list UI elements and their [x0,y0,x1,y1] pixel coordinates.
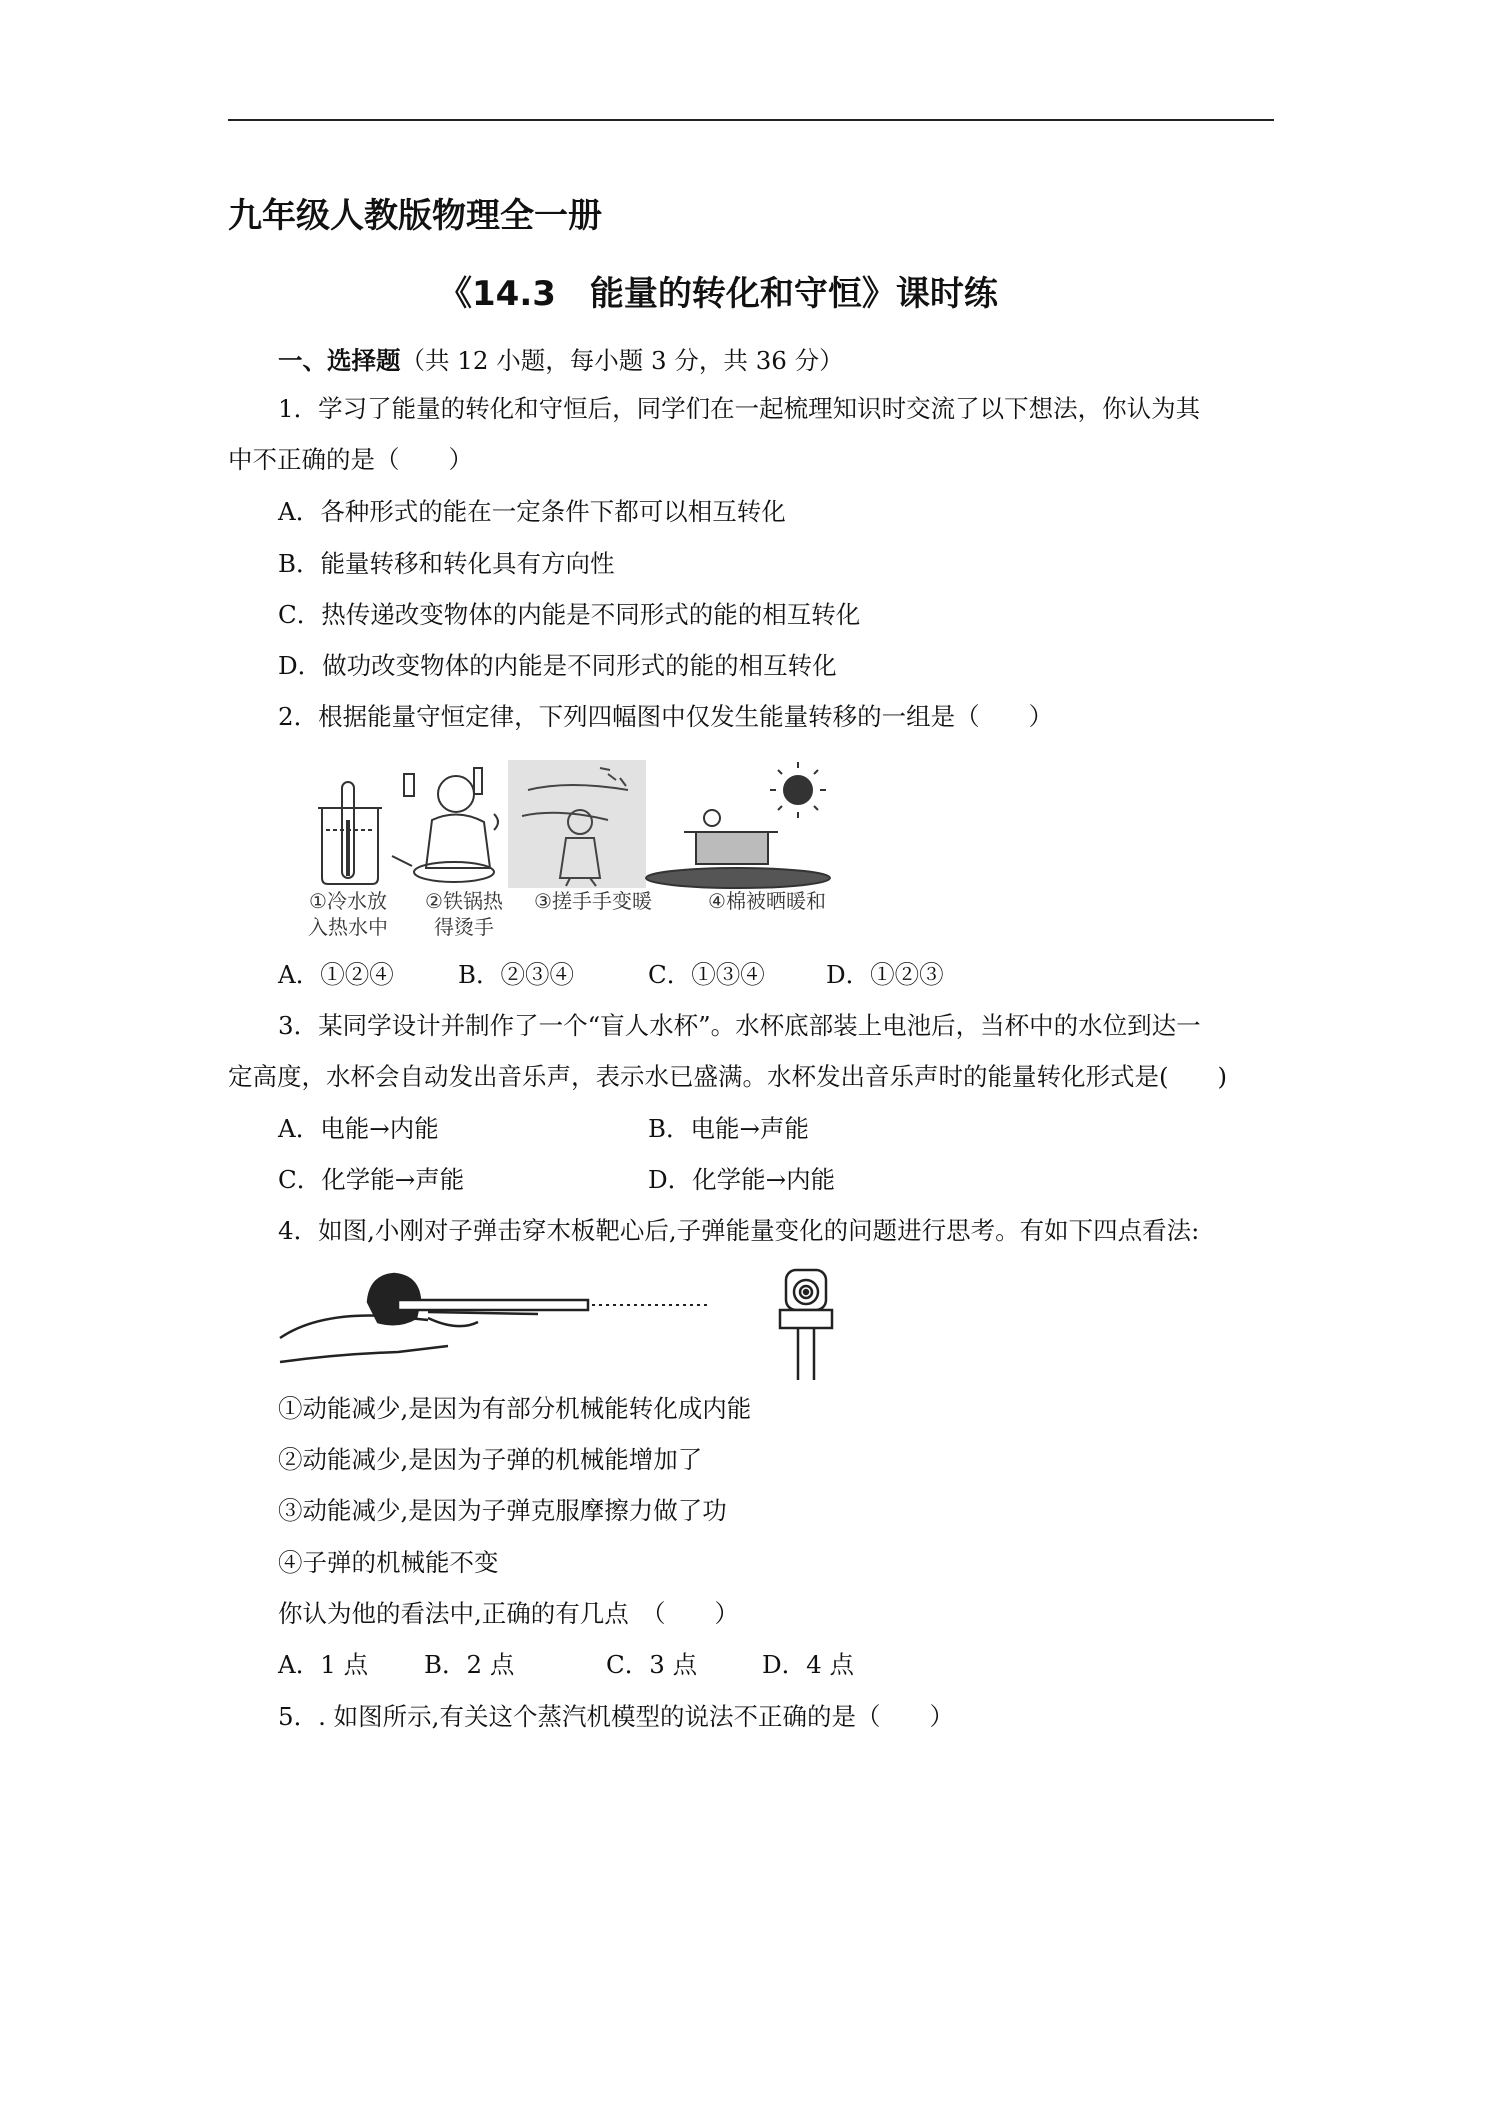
q4-view-3: ③动能减少,是因为子弹克服摩擦力做了功 [278,1496,727,1525]
q2-option-c: C．①③④ [648,960,765,989]
q5-stem: 5．. 如图所示,有关这个蒸汽机模型的说法不正确的是（ ） [278,1702,954,1731]
q3-stem-line1: 3．某同学设计并制作了一个“盲人水杯”。水杯底部装上电池后，当杯中的水位到达一 [278,1011,1201,1040]
q3-option-c: C．化学能→声能 [278,1165,465,1194]
q4-view-2: ②动能减少,是因为子弹的机械能增加了 [278,1445,703,1474]
rub-hands-illustration [508,760,646,888]
q4-option-d: D．4 点 [762,1650,855,1679]
q2-illustrations [308,760,848,890]
q4-option-b: B．2 点 [424,1650,515,1679]
q2-stem: 2．根据能量守恒定律，下列四幅图中仅发生能量转移的一组是（ ） [278,702,1054,731]
q4-figure [278,1262,858,1382]
q4-stem: 4．如图,小刚对子弹击穿木板靶心后,子弹能量变化的问题进行思考。有如下四点看法: [278,1216,1200,1245]
q4-view-1: ①动能减少,是因为有部分机械能转化成内能 [278,1394,752,1423]
document-subtitle: 《14.3 能量的转化和守恒》课时练 [438,274,998,314]
q2-option-b: B．②③④ [458,960,575,989]
q3-option-b: B．电能→声能 [648,1114,810,1143]
q1-option-b: B．能量转移和转化具有方向性 [278,549,615,578]
q2-option-a: A．①②④ [278,960,394,989]
quilt-sun-illustration [646,762,830,888]
q1-stem-line2: 中不正确的是（ ） [228,445,473,474]
rifle-target-illustration [278,1262,858,1382]
q2-figure [308,760,848,940]
q1-option-c: C．热传递改变物体的内能是不同形式的能的相互转化 [278,600,861,629]
header-rule [228,119,1274,121]
q3-stem-line2: 定高度，水杯会自动发出音乐声，表示水已盛满。水杯发出音乐声时的能量转化形式是( ) [228,1062,1228,1091]
q4-option-c: C．3 点 [606,1650,698,1679]
section-note: （共 12 小题，每小题 3 分，共 36 分） [400,346,844,375]
beaker-illustration [318,782,382,884]
q4-view-4: ④子弹的机械能不变 [278,1548,499,1577]
pan-illustration [392,768,498,882]
q3-option-d: D．化学能→内能 [648,1165,836,1194]
q1-option-d: D．做功改变物体的内能是不同形式的能的相互转化 [278,651,837,680]
q2-caption-1: ①冷水放 入热水中 [308,889,388,939]
q4-question: 你认为他的看法中,正确的有几点 （ ） [278,1599,740,1628]
q1-stem-line1: 1．学习了能量的转化和守恒后，同学们在一起梳理知识时交流了以下想法，你认为其 [278,394,1201,423]
section-label: 一、选择题 [278,346,401,375]
q1-option-a: A．各种形式的能在一定条件下都可以相互转化 [278,497,786,526]
q2-option-d: D．①②③ [826,960,944,989]
document-title: 九年级人教版物理全一册 [228,196,602,236]
q3-option-a: A．电能→内能 [278,1114,439,1143]
section-heading [278,344,844,378]
q2-caption-4: ④棉被晒暖和 [708,889,826,913]
q4-option-a: A．1 点 [278,1650,369,1679]
q2-caption-2: ②铁锅热 得烫手 [425,889,503,939]
q2-caption-3: ③搓手手变暖 [534,889,652,913]
